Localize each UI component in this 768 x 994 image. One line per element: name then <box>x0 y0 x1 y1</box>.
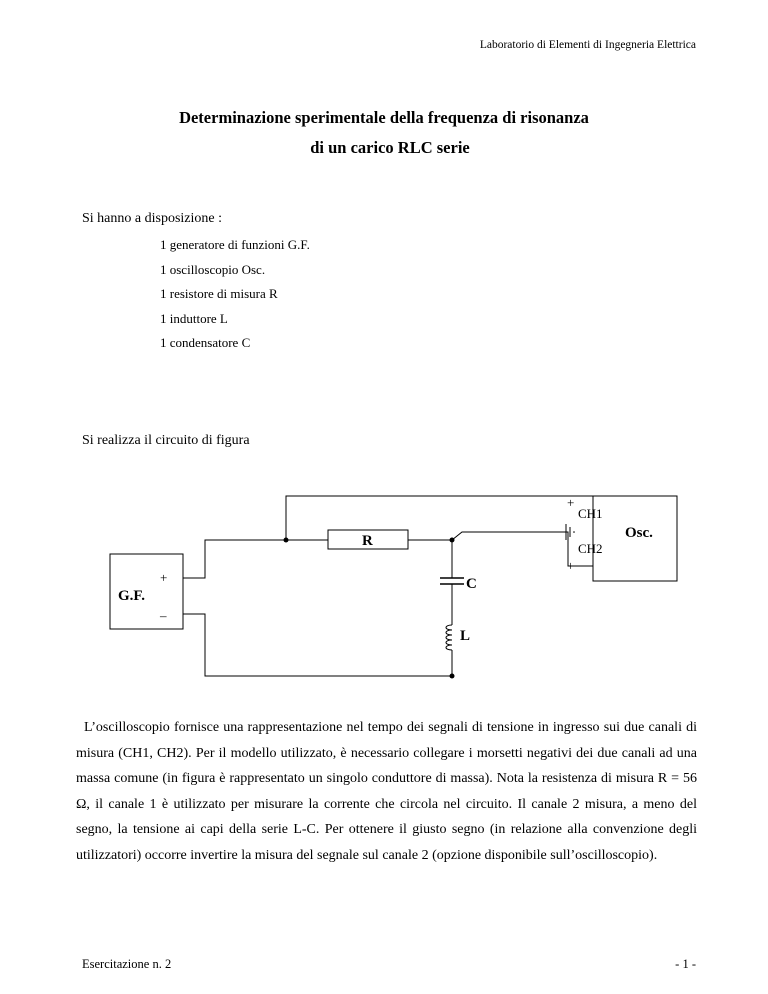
footer-exercise: Esercitazione n. 2 <box>82 957 172 971</box>
list-item: 1 oscilloscopio Osc. <box>160 261 266 277</box>
description-paragraph <box>76 715 697 868</box>
page-title-line2: di un carico RLC serie <box>310 138 470 157</box>
inductor-coil <box>446 625 452 650</box>
wire-gen-plus <box>183 540 328 578</box>
junction-dot <box>284 538 289 543</box>
ch2-label: CH2 <box>578 541 603 556</box>
resistor-label: R <box>362 533 373 549</box>
wire-return <box>183 614 452 676</box>
list-item: 1 generatore di funzioni G.F. <box>160 237 310 252</box>
list-item: 1 condensatore C <box>160 335 251 350</box>
page-title-line1: Determinazione sperimentale della frequenza di risonanza <box>179 108 589 127</box>
osc-plus-top-label: + <box>567 495 575 510</box>
header-lab-title: Laboratorio di Elementi di Ingegneria Elettrica <box>479 39 696 51</box>
junction-dot <box>450 538 455 543</box>
oscilloscope-label: Osc. <box>625 525 653 541</box>
capacitor-label: C <box>466 576 477 592</box>
generator-label: G.F. <box>118 588 145 604</box>
inductor-label: L <box>460 628 471 644</box>
paragraph-text: L’oscilloscopio fornisce una rappresentazione nel tempo dei segnali di tensione in ingresso sui due canali di misura (CH1, CH2). Per il modello utilizzato, è necessario collegare i morsetti negativi dei due canali ad una massa comune (in figura è rappresentato un singolo conduttore di massa). Nota la resistenza di misura R = 56 Ω, il canale 1 è utilizzato per misurare la corrente che circola nel circuito. Il canale 2 misura, a meno del segno, la tensione ai capi della serie L-C. Per ottenere il giusto segno (in relazione alla convenzione degli utilizzatori) occorre invertire la misura del segnale sul canale 2 (opzione disponibile sull’oscilloscopio). <box>76 720 697 863</box>
circuit-intro: Si realizza il circuito di figura <box>82 433 250 448</box>
list-item: 1 resistore di misura R <box>160 286 278 301</box>
ch1-label: CH1 <box>578 506 603 521</box>
gen-plus-label: + <box>160 570 168 585</box>
osc-plus-bottom-label: + <box>567 558 575 573</box>
equipment-intro: Si hanno a disposizione : <box>82 211 222 226</box>
gen-minus-label: – <box>160 608 167 623</box>
junction-dot <box>450 674 455 679</box>
list-item: 1 induttore L <box>160 310 228 326</box>
footer-page-number: - 1 - <box>675 957 696 971</box>
